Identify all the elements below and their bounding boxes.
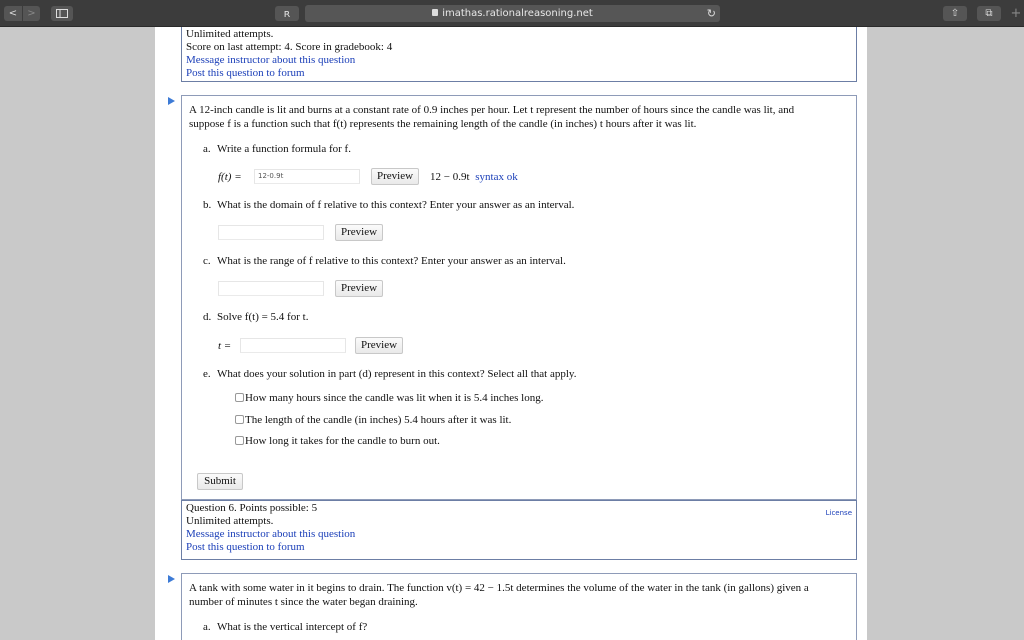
score-text: Score on last attempt: 4. Score in gradebook: 4 (186, 41, 393, 53)
checkbox[interactable] (235, 436, 244, 445)
part-a-prompt: a. Write a function formula for f. (203, 143, 351, 155)
part-b-answer-input[interactable] (218, 225, 324, 240)
part-b-preview-button[interactable]: Preview (335, 224, 383, 241)
message-instructor-link[interactable]: Message instructor about this question (186, 528, 356, 540)
part-c-answer-input[interactable] (218, 281, 324, 296)
option-checkbox-2[interactable]: The length of the candle (in inches) 5.4 hours after it was lit. (235, 413, 511, 427)
question-arrow-icon (168, 575, 175, 583)
question-5-box (181, 95, 857, 500)
url-text: imathas.rationalreasoning.net (442, 8, 593, 19)
part-c-prompt: c. What is the range of f relative to this context? Enter your answer as an interval. (203, 255, 566, 267)
checkbox[interactable] (235, 415, 244, 424)
part-a-preview-button[interactable]: Preview (371, 168, 419, 185)
part-d-answer-input[interactable] (240, 338, 346, 353)
question-6-info (181, 500, 857, 560)
part-b-prompt: b. What is the domain of f relative to this context? Enter your answer as an interval. (203, 199, 575, 211)
option-checkbox-1[interactable]: How many hours since the candle was lit when it is 5.4 inches long. (235, 391, 543, 405)
address-bar[interactable] (305, 5, 720, 22)
part-d-prompt: d. Solve f(t) = 5.4 for t. (203, 311, 309, 323)
reload-button[interactable]: ↻ (706, 7, 716, 20)
attempts-text: Unlimited attempts. (186, 28, 274, 40)
sidebar-icon (56, 9, 68, 18)
sidebar-toggle-button[interactable] (51, 6, 73, 21)
reader-mode-button[interactable]: ʀ (275, 6, 299, 21)
points-text: Question 6. Points possible: 5 (186, 502, 318, 514)
option-checkbox-3[interactable]: How long it takes for the candle to burn out. (235, 434, 440, 448)
tabs-overview-button[interactable]: ⧉ (977, 6, 1001, 21)
forward-button[interactable]: > (22, 6, 40, 21)
submit-button[interactable]: Submit (197, 473, 243, 490)
question-6-box (181, 573, 857, 640)
share-button[interactable]: ⇧ (943, 6, 967, 21)
part-c-preview-button[interactable]: Preview (335, 280, 383, 297)
part-a-prompt: a. What is the vertical intercept of f? (203, 621, 368, 633)
lock-icon (432, 9, 438, 16)
post-forum-link[interactable]: Post this question to forum (186, 541, 305, 553)
part-a-preview-result: 12 − 0.9t syntax ok (430, 171, 518, 183)
part-d-preview-button[interactable]: Preview (355, 337, 403, 354)
license-link[interactable]: License (825, 509, 852, 517)
new-tab-button[interactable]: + (1010, 6, 1022, 21)
question-arrow-icon (168, 97, 175, 105)
part-e-prompt: e. What does your solution in part (d) represent in this context? Select all that apply. (203, 368, 577, 380)
back-button[interactable]: < (4, 6, 22, 21)
message-instructor-link[interactable]: Message instructor about this question (186, 54, 356, 66)
part-a-input-label: f(t) = (218, 171, 242, 183)
question-stem: A 12-inch candle is lit and burns at a constant rate of 0.9 inches per hour. Let t represent the number of hours since the candle was lit, and suppose f is a function such that f(t) represents the remaining length of the candle (in inches) t hours after it was lit. (189, 104, 795, 130)
attempts-text: Unlimited attempts. (186, 515, 274, 527)
browser-toolbar (0, 0, 1024, 27)
part-d-input-label: t = (218, 340, 232, 352)
page-content (155, 27, 867, 640)
post-forum-link[interactable]: Post this question to forum (186, 67, 305, 79)
checkbox[interactable] (235, 393, 244, 402)
question-stem: A tank with some water in it begins to drain. The function v(t) = 42 − 1.5t determines the volume of the water in the tank (in gallons) given a number of minutes t since the water began draining. (189, 582, 809, 608)
part-a-answer-input[interactable]: 12-0.9t (254, 169, 360, 184)
prev-question-info (181, 27, 857, 82)
